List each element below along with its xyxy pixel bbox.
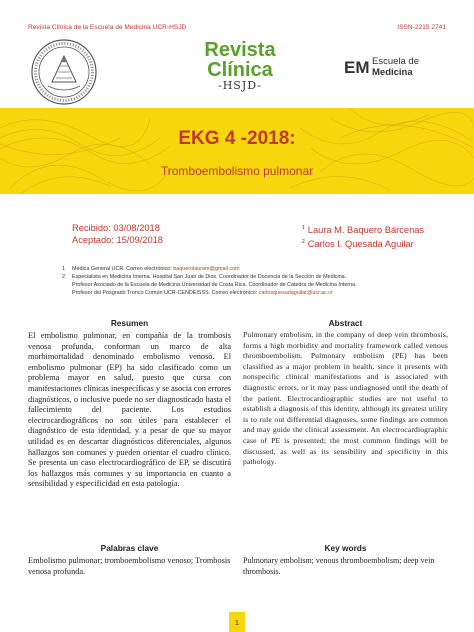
resumen-section: [28, 318, 231, 490]
email-link-2[interactable]: carlosquesadaguilar@ucr.ac.cr: [258, 290, 333, 296]
article-dates: [72, 222, 163, 246]
article-subtitle: Tromboembolismo pulmonar: [160, 164, 314, 178]
author-name: Carlos I. Quesada Aguilar: [307, 239, 414, 250]
resumen-heading: Resumen: [110, 318, 149, 328]
article-title: EKG 4 -2018:: [178, 128, 296, 149]
affiliation-notes: [62, 265, 432, 297]
school-logo-line1: Escuela de: [372, 56, 420, 67]
logo-word-clinica: Clínica: [207, 59, 273, 81]
resumen-text: El embolismo pulmonar, en compañía de la trombosis venosa profunda, conforman un marco de alta morbimortalidad denominado embolismo venoso. El embolismo pulmonar (EP) ha sido clasificado como un problema mayor en salud, puesto que cursa con manifestaciones clínicas inespecíficas y se asocia con errores diagnósticos, o inclusive puede no ser diagnosticado hasta el fallecimiento del paciente. Los estudios electrocardiográficos no son útiles para establecer el diagnóstico de esta identidad, y a pesar de que su mayor utilidad es en descartar diagnósticos diferenciales, algunos hallazgos son comunes y pueden orientar el cuadro clínico. Se presenta un caso electrocardiográfico de EP, se discutirá los hallazgos más comunes y su importancia en cuanto a sensibilidad y especificidad en esta patología.: [28, 331, 231, 489]
abstract-heading: Abstract: [328, 318, 363, 328]
keywords-en-section: [243, 543, 448, 577]
logo-word-revista: Revista: [204, 39, 276, 61]
university-seal-icon: [30, 38, 98, 106]
logo-word-hsjd: -HSJD-: [218, 79, 262, 92]
accepted-date: Aceptado: 15/09/2018: [72, 235, 163, 245]
keywords-en-text: Pulmonary embolism; venous thromboembolism; deep vein thrombosis.: [243, 556, 435, 576]
keywords-es-text: Embolismo pulmonar; tromboembolismo venoso; Trombosis venosa profunda.: [28, 556, 231, 576]
em-logo-mark: EM: [344, 58, 370, 77]
author-item: $^2$ Carlos I. Quesada Aguilar: [302, 239, 414, 250]
author-name: Laura M. Baquero Bárcenas: [307, 225, 425, 236]
received-date: Recibido: 03/08/2018: [72, 223, 160, 233]
keywords-en-heading: Key words: [324, 543, 367, 553]
abstract-text: Pulmonary embolism, in the company of deep vein thrombosis, forms a high morbidity and mortality framework called venous thromboembolism. Pulmonary embolism (PE) has been classified as a major problem in health, since it presents with nonspecific clinical manifestations and is associated with diagnostic errors, or it may pass undiagnosed until the death of the patient. Electrocardiographic studies are not useful to establish a diagnosis of this identity, although its greatest utility is to rule out differential diagnoses, some findings are common and may guide the clinical assessment. An electrocardiographic case of PE is presented; the most common findings will be discussed, as well as its sensibility and specificity in this pathology.: [243, 330, 448, 467]
banner-waves-decoration: [0, 108, 474, 194]
keywords-es-heading: Palabras clave: [100, 543, 159, 553]
keywords-es-section: [28, 543, 231, 577]
issn-label: ISSN-2215 2741: [397, 24, 446, 31]
title-banner: [0, 108, 474, 194]
author-item: $^1$ Laura M. Baquero Bárcenas: [302, 225, 425, 236]
school-logo-line2: Medicina: [372, 67, 413, 78]
affiliation-2: 2 Especialista en Medicina Interna. Hospital San Juan de Dios. Coordinador de Docencia de la Sección de Medicina. Profesor Asociado de la Escuela de Medicina Universidad de Costa Rica. Coordinador de Cátedra de Medicina Interna. Profesor del Posgrado Tronco Común UCR-CENDEISSS. Correo electrónico: carlosquesadaguilar@ucr.ac.cr: [62, 274, 357, 296]
journal-logo: [200, 40, 280, 92]
abstract-section: [243, 318, 448, 468]
affiliation-1: 1 Médica General UCR. Correo electrónico: baquerolauram@gmail.com: [62, 266, 240, 272]
email-link-1[interactable]: baquerolauram@gmail.com: [173, 266, 240, 272]
page-number: 1: [229, 612, 245, 632]
journal-name: Revista Clínica de la Escuela de Medicina UCR-HSJD: [28, 24, 187, 31]
author-list: [302, 222, 424, 250]
